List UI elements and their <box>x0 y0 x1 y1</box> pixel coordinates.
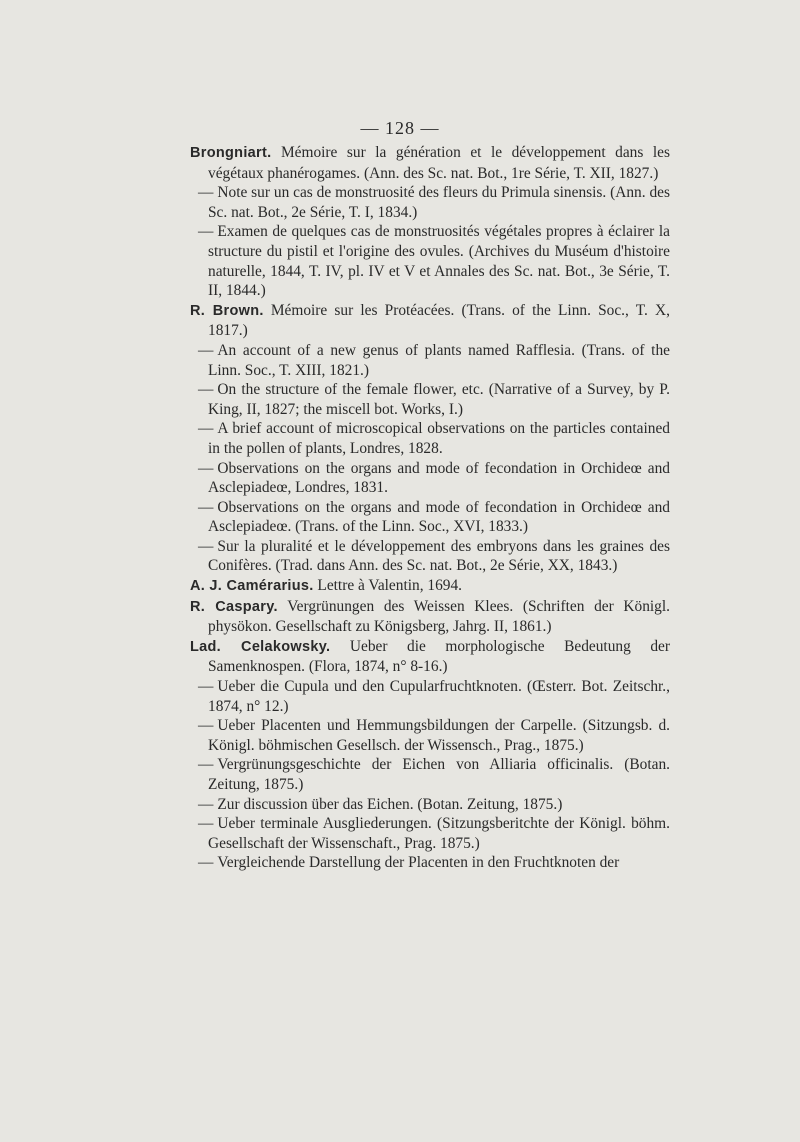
bibliography-entry <box>190 814 670 853</box>
entry-dash: — <box>198 537 214 555</box>
entry-dash: — <box>198 341 214 359</box>
entry-dash: — <box>198 420 214 438</box>
bibliography-entry <box>190 677 670 716</box>
entry-text: Vergrünungsgeschichte der Eichen von Alliaria officinalis. (Botan. Zeitung, 1875.) <box>208 756 670 793</box>
entry-text: Examen de quelques cas de monstruosités végétales propres à éclairer la structure du pistil et l'origine des ovules. (Archives du Muséum d'histoire naturelle, 1844, T. IV, pl. IV et V et Annales des Sc. nat. Bot., 3e Série, T. II, 1844.) <box>208 223 670 300</box>
entry-text: Mémoire sur la génération et le développement dans les végétaux phanérogames. (Ann. des Sc. nat. Bot., 1re Série, T. XII, 1827.) <box>208 144 670 182</box>
entry-dash: — <box>198 381 214 399</box>
entry-text: Ueber die morphologische Bedeutung der Samenknospen. (Flora, 1874, n° 8-16.) <box>208 637 671 676</box>
bibliography-entry <box>190 537 670 576</box>
entry-text: On the structure of the female flower, etc. (Narrative of a Survey, by P. King, II, 1827; the miscell bot. Works, I.) <box>208 381 670 418</box>
entry-text: Lettre à Valentin, 1694. <box>313 577 463 595</box>
bibliography-entry <box>190 795 670 815</box>
entry-text: Ueber Placenten und Hemmungsbildungen der Carpelle. (Sitzungsb. d. Königl. böhmischen Gesellsch. der Wissensch., Prag., 1875.) <box>208 717 670 754</box>
entry-text: Vergrünungen des Weissen Klees. (Schriften der Königl. physökon. Gesellschaft zu Königsberg, Jahrg. II, 1861.) <box>208 597 671 636</box>
bibliography-entry <box>190 597 670 637</box>
bibliography-entry <box>190 341 670 380</box>
entry-author: R. Caspary. <box>190 598 278 615</box>
bibliography-entry <box>190 459 670 498</box>
entry-text: Observations on the organs and mode of fecondation in Orchideœ and Asclepiadeœ, Londres, 1831. <box>208 459 670 497</box>
bibliography-entry <box>190 755 670 794</box>
entry-author: Brongniart. <box>190 145 272 161</box>
entry-dash: — <box>198 184 214 202</box>
entry-text: Sur la pluralité et le développement des embryons dans les graines des Conifères. (Trad. dans Ann. des Sc. nat. Bot., 2e Série, XX, 1843.) <box>208 537 670 575</box>
bibliography-entry <box>190 301 670 341</box>
entry-dash: — <box>198 717 214 735</box>
bibliography-entry <box>190 576 670 597</box>
bibliography-entry <box>190 183 670 222</box>
entry-text: Zur discussion über das Eichen. (Botan. Zeitung, 1875.) <box>217 795 563 813</box>
entry-dash: — <box>198 678 214 696</box>
entry-dash: — <box>198 815 214 833</box>
entry-author: R. Brown. <box>190 302 264 319</box>
bibliography-entry <box>190 419 670 458</box>
entry-dash: — <box>198 459 214 477</box>
entry-text: Observations on the organs and mode of fecondation in Orchideœ and Asclepiadeœ. (Trans. of the Linn. Soc., XVI, 1833.) <box>208 498 670 536</box>
bibliography-entry <box>190 222 670 300</box>
entry-dash: — <box>198 756 214 774</box>
entry-author: A. J. Camérarius. <box>190 578 314 595</box>
page-number: — 128 — <box>360 118 440 138</box>
bibliography-list <box>190 143 670 873</box>
entry-dash: — <box>198 795 214 813</box>
entry-dash: — <box>198 223 214 241</box>
entry-dash: — <box>198 498 214 516</box>
entry-text: Ueber die Cupula und den Cupularfruchtknoten. (Œsterr. Bot. Zeitschr., 1874, n° 12.) <box>208 678 670 715</box>
entry-text: An account of a new genus of plants named Rafflesia. (Trans. of the Linn. Soc., T. XIII, 1821.) <box>208 341 670 379</box>
entry-text: Ueber terminale Ausgliederungen. (Sitzungsberitchte der Königl. böhm. Gesellschaft der Wissenschaft., Prag. 1875.) <box>208 815 670 852</box>
bibliography-entry <box>190 716 670 755</box>
bibliography-entry <box>190 143 670 183</box>
entry-text: Note sur un cas de monstruosité des fleurs du Primula sinensis. (Ann. des Sc. nat. Bot., 2e Série, T. I, 1834.) <box>208 184 670 221</box>
bibliography-entry <box>190 637 670 677</box>
entry-text: Vergleichende Darstellung der Placenten in den Fruchtknoten der <box>217 854 620 872</box>
bibliography-entry <box>190 853 670 873</box>
entry-dash: — <box>198 854 214 872</box>
bibliography-entry <box>190 380 670 419</box>
entry-text: Mémoire sur les Protéacées. (Trans. of the Linn. Soc., T. X, 1817.) <box>208 301 670 340</box>
entry-text: A brief account of microscopical observations on the particles contained in the pollen of plants, Londres, 1828. <box>208 420 670 457</box>
bibliography-entry <box>190 498 670 537</box>
entry-author: Lad. Celakowsky. <box>190 638 331 655</box>
